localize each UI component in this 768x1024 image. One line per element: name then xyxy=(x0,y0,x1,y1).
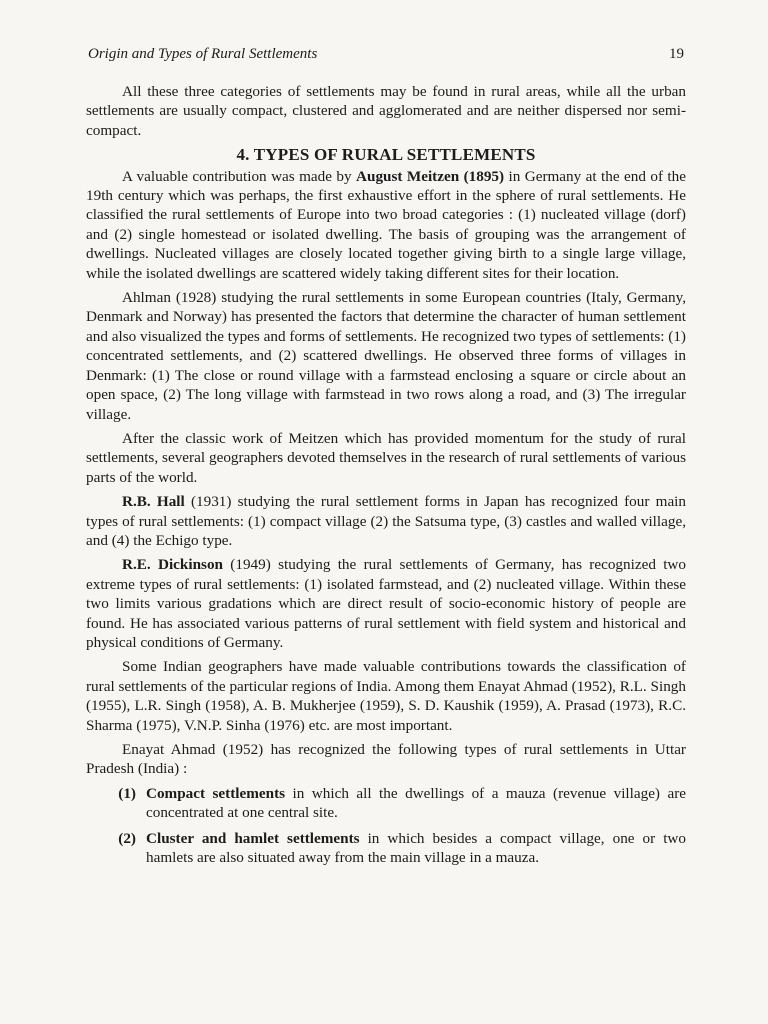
list-term: Cluster and hamlet settlements xyxy=(146,829,360,847)
list-body xyxy=(146,829,686,868)
text-span: in Germany at the end of the 19th century which was perhaps, the first exhaustive effort in the sphere of rural settlements. He classified the rural settlements of Europe into two broad categories : (1) nucleated village (dorf) and (2) single homestead or isolated dwelling. The basis of grouping was the arrangement of dwellings. Nucleated villages are closely located together giving birth to a single large village, while the isolated dwellings are scattered widely taking different sites for their location. xyxy=(86,167,686,282)
list-number: (1) xyxy=(118,784,136,802)
paragraph-meitzen xyxy=(86,167,686,283)
author-hall: R.B. Hall xyxy=(122,493,185,511)
paragraph-hall xyxy=(86,492,686,550)
list-text: in which besides a compact village, one or two hamlets are also situated away from the main village in a mauza. xyxy=(146,829,686,867)
text-span: (1949) studying the rural settlements of Germany, has recognized two extreme types of rural settlements: (1) isolated farmstead, and (2) nucleated village. Within these two limits various gradations which are direct result of socio-economic history of people are found. He has associated various patterns of rural settlement with field system and historical and physical conditions of Germany. xyxy=(86,556,686,651)
paragraph-dickinson xyxy=(86,555,686,652)
running-header xyxy=(88,46,684,63)
running-title: Origin and Types of Rural Settlements xyxy=(88,46,318,62)
text-span: A valuable contribution was made by xyxy=(122,167,357,185)
list-item xyxy=(86,829,686,868)
section-heading: 4. TYPES OF RURAL SETTLEMENTS xyxy=(236,145,536,165)
paragraph-enayat-ahmad: Enayat Ahmad (1952) has recognized the following types of rural settlements in Uttar Pradesh (India) : xyxy=(86,741,686,778)
list-item xyxy=(86,784,686,823)
list-term: Compact settlements xyxy=(146,784,286,802)
text-span: (1931) studying the rural settlement forms in Japan has recognized four main types of rural settlements: (1) compact village (2) the Satsuma type, (3) castles and walled village, and (4) the Echigo type. xyxy=(86,493,686,549)
author-meitzen: August Meitzen (1895) xyxy=(356,167,505,185)
list-number: (2) xyxy=(118,829,136,847)
paragraph-1: All these three categories of settlements may be found in rural areas, while all the urban settlements are usually compact, clustered and agglomerated and are neither dispersed nor semi-compact. xyxy=(86,83,686,139)
paragraph-after-meitzen: After the classic work of Meitzen which has provided momentum for the study of rural settlements, several geographers devoted themselves in the research of rural settlements of various parts of the world. xyxy=(86,429,686,486)
page-number: 19 xyxy=(669,46,684,62)
paragraph-ahlman: Ahlman (1928) studying the rural settlements in some European countries (Italy, Germany, Denmark and Norway) has presented the factors that determine the character of human settlement and also visualized the types and forms of settlements. He recognized two types of settlements: (1) concentrated settlements, and (2) scattered dwellings. He observed three forms of villages in Denmark: (1) The close or round village with a farmstead enclosing a square or circle about an open space, (2) The long village with farmstead in two rows along a road, and (3) The irregular village. xyxy=(86,289,686,423)
paragraph-indian-geographers: Some Indian geographers have made valuable contributions towards the classification of rural settlements of the particular regions of India. Among them Enayat Ahmad (1952), R.L. Singh (1955), L.R. Singh (1958), A. B. Mukherjee (1959), S. D. Kaushik (1959), A. Prasad (1973), R.C. Sharma (1975), V.N.P. Sinha (1976) etc. are most important. xyxy=(86,658,686,734)
list-text: in which all the dwellings of a mauza (revenue village) are concentrated at one central site. xyxy=(146,784,686,822)
list-body xyxy=(146,784,686,823)
author-dickinson: R.E. Dickinson xyxy=(122,556,223,574)
body-text xyxy=(86,82,686,873)
